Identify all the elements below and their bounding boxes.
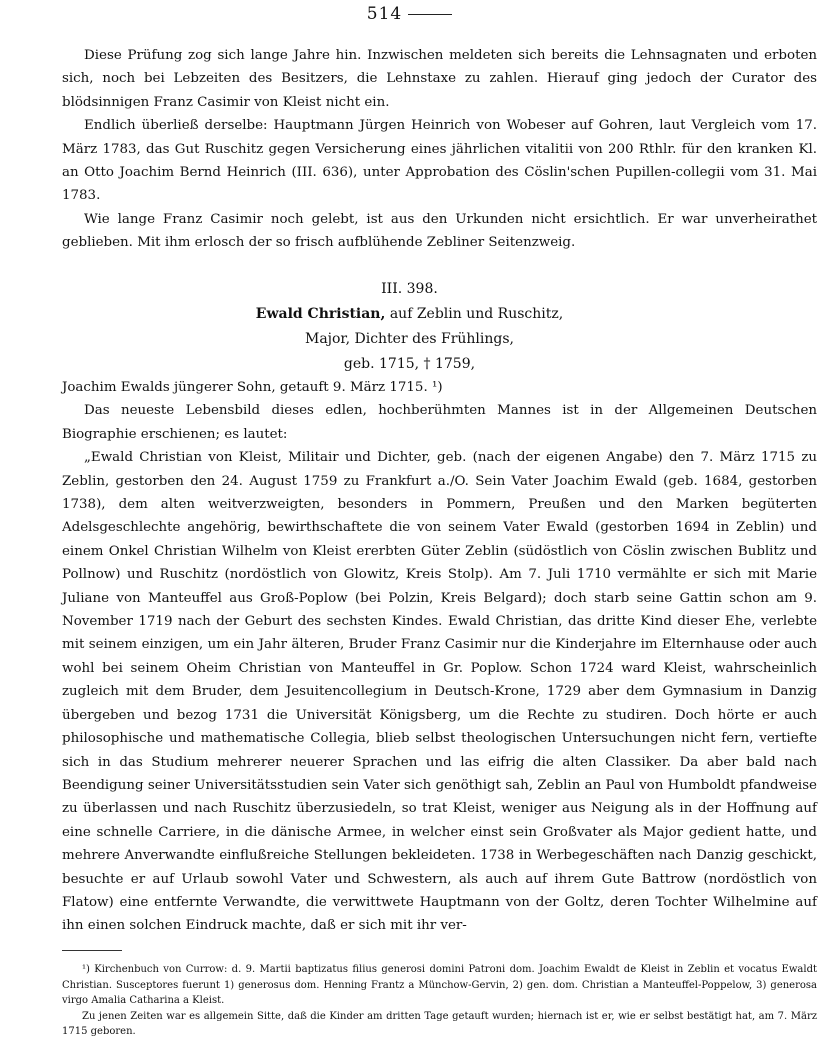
entry-name-suffix: auf Zeblin und Ruschitz, <box>385 306 564 322</box>
entry-name: Ewald Christian, <box>255 306 386 322</box>
paragraph: Das neueste Lebensbild dieses edlen, hochberühmten Mannes ist in der Allgemeinen Deutschen Biographie erschienen; es lautet: <box>62 403 817 442</box>
paragraph: Joachim Ewalds jüngerer Sohn, getauft 9. März 1715. ¹) <box>62 380 443 395</box>
paragraph: Endlich überließ derselbe: Hauptmann Jürgen Heinrich von Wobeser auf Gohren, laut Vergleich vom 17. März 1783, das Gut Ruschitz gegen Versicherung eines jährlichen vitalitii von 200 Rthlr. für den kranken Kl. an Otto Joachim Bernd Heinrich (III. 636), unter Approbation des Cöslin'schen Pupillen-collegii vom 31. Mai 1783. <box>62 118 817 204</box>
entry-titles: Major, Dichter des Frühlings, <box>304 331 514 347</box>
paragraph: Diese Prüfung zog sich lange Jahre hin. Inzwischen meldeten sich bereits die Lehnsagnaten und erboten sich, noch bei Lebzeiten des Besitzers, die Lehnstaxe zu zahlen. Hierauf ging jedoch der Curator des blödsinnigen Franz Casimir von Kleist nicht ein. <box>62 48 817 110</box>
entry-number: III. 398. <box>381 281 438 297</box>
footnote: Zu jenen Zeiten war es allgemein Sitte, daß die Kinder am dritten Tage getauft wurden; hiernach ist er, wie er selbst bestätigt hat, am 7. März 1715 geboren. <box>62 1010 817 1037</box>
footnote: ¹) Kirchenbuch von Currow: d. 9. Martii baptizatus filius generosi domini Patroni dom. Joachim Ewaldt de Kleist in Zeblin et vocatus Ewaldt Christian. Susceptores fuerunt 1) generosus dom. Henning Frantz a Münchow-Gervin, 2) gen. dom. Christian a Manteuffel-Poppelow, 3) generosa virgo Amalia Catharina a Kleist. <box>62 964 817 1006</box>
paragraph: „Ewald Christian von Kleist, Militair und Dichter, geb. (nach der eigenen Angabe) den 7. März 1715 zu Zeblin, gestorben den 24. August 1759 zu Frankfurt a./O. Sein Vater Joachim Ewald (geb. 1684, gestorben 1738), dem alten weitverzweigten, besonders in Pommern, Preußen und den Marken begüterten Adelsgeschlechte angehörig, bewirthschaftete die von seinem Vater Ewald (gestorben 1694 in Zeblin) und einem Onkel Christian Wilhelm von Kleist ererbten Güter Zeblin (südöstlich von Cöslin zwischen Bublitz und Pollnow) und Ruschitz (nordöstlich von Glowitz, Kreis Stolp). Am 7. Juli 1710 vermählte er sich mit Marie Juliane von Manteuffel aus Groß-Poplow (bei Polzin, Kreis Belgard); doch starb seine Gattin schon am 9. November 1719 nach der Geburt des sechsten Kindes. Ewald Christian, das dritte Kind dieser Ehe, verlebte mit seinem einzigen, um ein Jahr älteren, Bruder Franz Casimir nur die Kinderjahre im Elternhause oder auch wohl bei seinem Oheim Christian von Manteuffel in Gr. Poplow. Schon 1724 ward Kleist, wahrscheinlich zugleich mit dem Bruder, dem Jesuitencollegium in Deutsch-Krone, 1729 aber dem Gymnasium in Danzig übergeben und bezog 1731 die Universität Königsberg, um die Rechte zu studiren. Doch hörte er auch philosophische und mathematische Collegia, blieb selbst theologischen Untersuchungen nicht fern, vertiefte sich in das Studium mehrerer neuerer Sprachen und las eifrig die alten Classiker. Da aber bald nach Beendigung seiner Universitätsstudien sein Vater sich genöthigt sah, Zeblin an Paul von Humboldt pfandweise zu überlassen und nach Ruschitz überzusiedeln, so trat Kleist, weniger aus Neigung als in der Hoffnung auf eine schnelle Carriere, in die dänische Armee, in welcher einst sein Großvater als Major gedient hatte, und mehrere Anverwandte einflußreiche Stellungen bekleideten. 1738 in Werbegeschäften nach Danzig geschickt, besuchte er auf Urlaub sowohl Vater und Schwestern, als auch auf ihrem Gute Battrow (nordöstlich von Flatow) eine entfernte Verwandte, die verwittwete Hauptmann von der Goltz, deren Tochter Wilhelmine auf ihn einen solchen Eindruck machte, daß er sich mit ihr ver- <box>62 450 817 934</box>
entry-name-line <box>0 302 819 327</box>
entry-section <box>62 376 817 938</box>
page-number: 514 <box>0 4 819 24</box>
page-number-rule <box>408 14 452 15</box>
intro-section <box>62 44 817 255</box>
entry-dates: geb. 1715, † 1759, <box>343 356 476 372</box>
paragraph: Wie lange Franz Casimir noch gelebt, ist aus den Urkunden nicht ersichtlich. Er war unverheirathet geblieben. Mit ihm erlosch der so frisch aufblühende Zebliner Seitenzweig. <box>62 211 817 251</box>
footnotes <box>62 962 817 1040</box>
footnote-divider <box>62 950 122 951</box>
entry-heading <box>0 277 819 377</box>
